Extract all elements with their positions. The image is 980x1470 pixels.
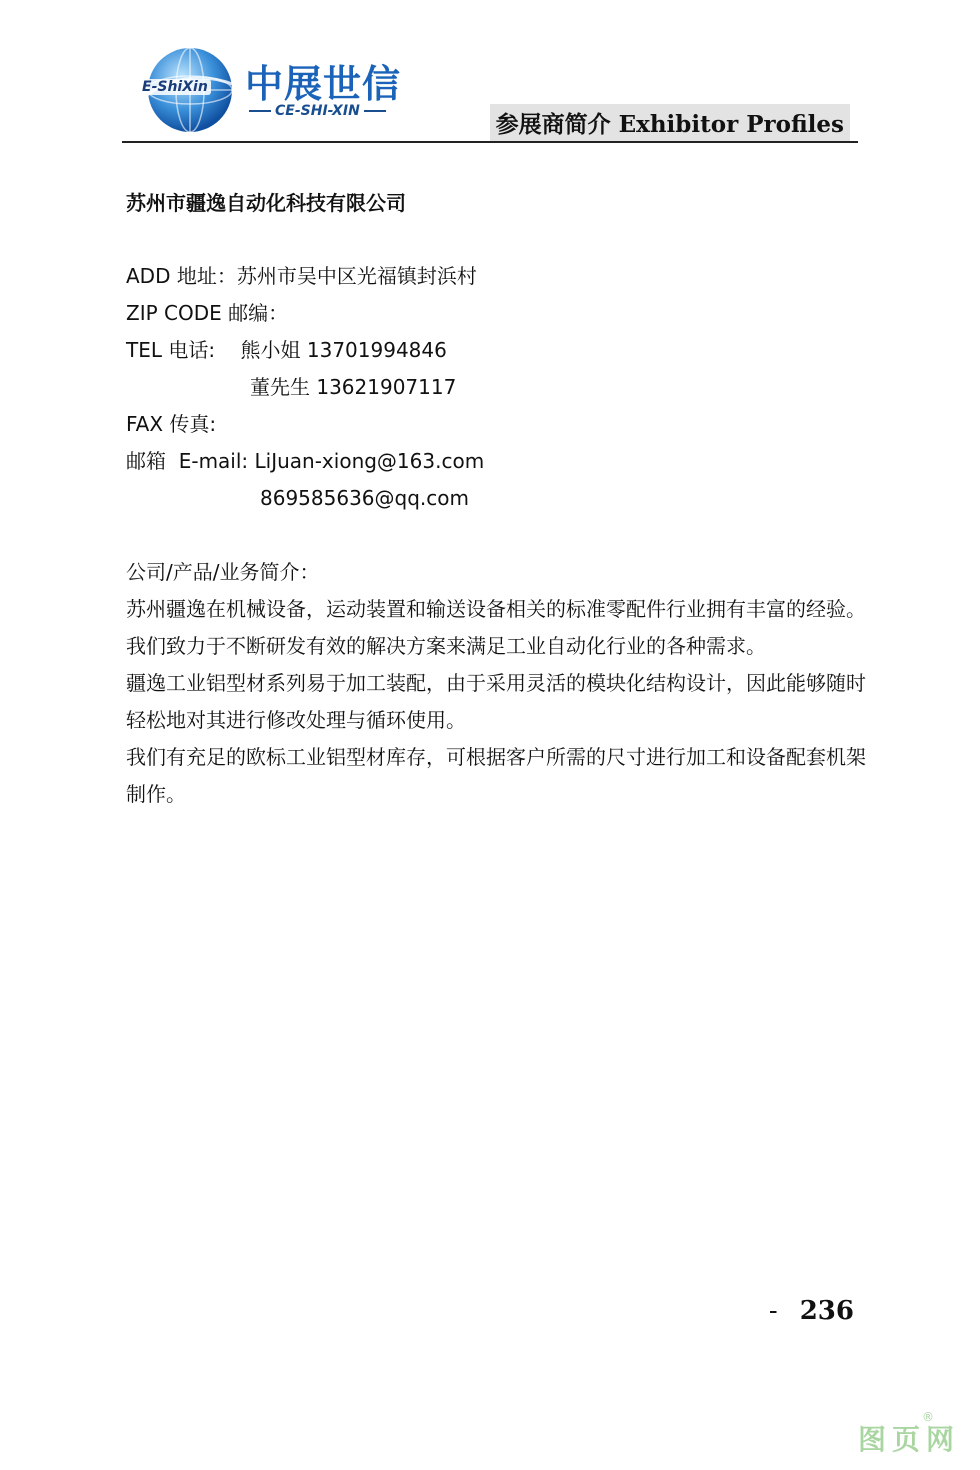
company-logo — [135, 45, 405, 140]
header-rule — [122, 141, 858, 143]
intro-paragraph-3: 我们有充足的欧标工业铝型材库存，可根据客户所需的尺寸进行加工和设备配套机架制作。 — [126, 745, 866, 806]
logo-dash-left — [249, 110, 271, 112]
footer-dash: - — [768, 1296, 778, 1326]
address-line: ADD 地址：苏州市吴中区光福镇封浜村 — [126, 264, 477, 288]
fax-line: FAX 传真: — [126, 412, 217, 436]
intro-paragraph-2: 疆逸工业铝型材系列易于加工装配，由于采用灵活的模块化结构设计，因此能够随时轻松地对其进行修改处理与循环使用。 — [126, 671, 866, 732]
intro-heading: 公司/产品/业务简介： — [126, 560, 320, 584]
intro-paragraph-1: 苏州疆逸在机械设备，运动装置和输送设备相关的标准零配件行业拥有丰富的经验。我们致力于不断研发有效的解决方案来满足工业自动化行业的各种需求。 — [126, 597, 866, 658]
logo-badge: E-ShiXin — [139, 79, 211, 95]
watermark: 图页网 — [857, 1423, 960, 1456]
tel-line-1: TEL 电话: 熊小姐 13701994846 — [126, 338, 447, 362]
section-title: 参展商简介 Exhibitor Profiles — [490, 104, 850, 141]
watermark-registered-mark: ® — [922, 1410, 934, 1424]
logo-english-name — [245, 103, 390, 119]
logo-english-text: CE-SHI-XIN — [275, 103, 360, 119]
page-number: 236 — [799, 1296, 854, 1326]
tel-line-2: 董先生 13621907117 — [250, 375, 457, 399]
page-footer — [769, 1296, 854, 1326]
email-line-2: 869585636@qq.com — [260, 486, 469, 510]
email-line-1: 邮箱 E-mail: LiJuan-xiong@163.com — [126, 449, 485, 473]
logo-chinese-name: 中展世信 — [245, 62, 402, 106]
page-header — [0, 0, 980, 150]
logo-dash-right — [364, 110, 386, 112]
zip-line: ZIP CODE 邮编： — [126, 301, 289, 325]
company-name: 苏州市疆逸自动化科技有限公司 — [126, 191, 406, 215]
exhibitor-profile — [126, 185, 866, 813]
